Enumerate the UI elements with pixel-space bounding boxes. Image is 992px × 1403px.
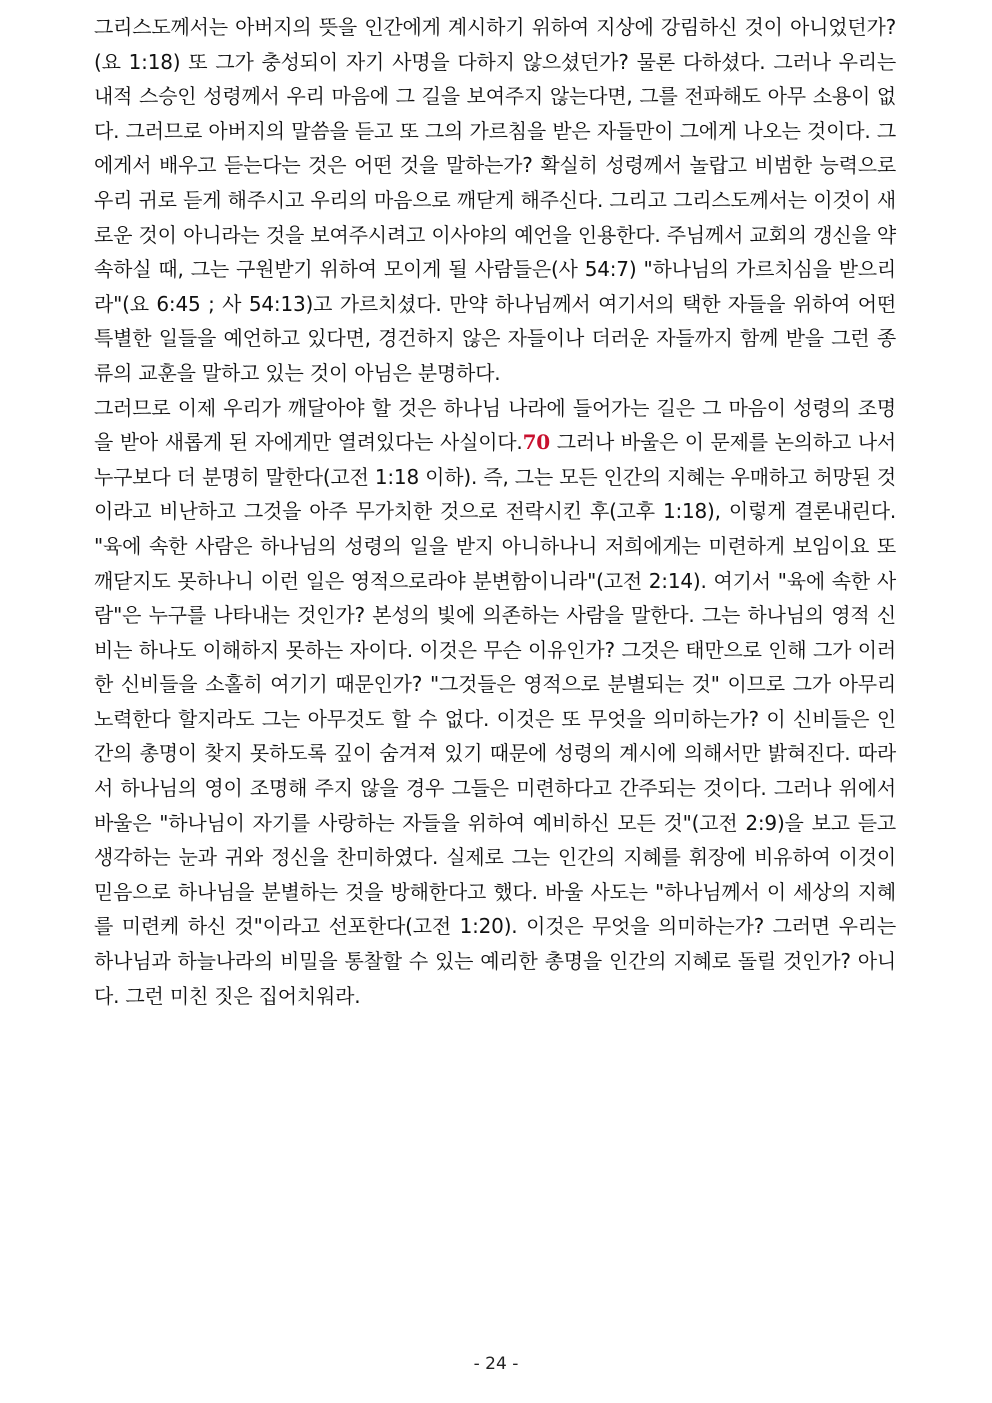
paragraph-1-text: 그리스도께서는 아버지의 뜻을 인간에게 계시하기 위하여 지상에 강림하신 것이 아니었던가?(요 1:18) 또 그가 충성되이 자기 사명을 다하지 않으셨던가? 물론 다하셨다. 그러나 우리는 내적 스승인 성령께서 우리 마음에 그 길을 보여주지 않는다면, 그를 전파해도 아무 소용이 없다. 그러므로 아버지의 말씀을 듣고 또 그의 가르침을 받은 자들만이 그에게 나오는 것이다. 그에게서 배우고 듣는다는 것은 어떤 것을 말하는가? 확실히 성령께서 놀랍고 비범한 능력으로 우리 귀로 듣게 해주시고 우리의 마음으로 깨닫게 해주신다. 그리고 그리스도께서는 이것이 새로운 것이 아니라는 것을 보여주시려고 이사야의 예언을 인용한다. 주님께서 교회의 갱신을 약속하실 때, 그는 구원받기 위하여 모이게 될 사람들은(사 54:7) "하나님의 가르치심을 받으리라"(요 6:45 ; 사 54:13)고 가르치셨다. 만약 하나님께서 여기서의 택한 자들을 위하여 어떤 특별한 일들을 예언하고 있다면, 경건하지 않은 자들이나 더러운 자들까지 함께 받을 그런 종류의 교훈을 말하고 있는 것이 아님은 분명하다. [94,15,896,385]
paragraph-2 [94,391,896,1014]
page-body [94,10,896,1013]
section-marker: 70 [522,430,551,455]
paragraph-1 [94,10,896,391]
paragraph-2-text-after: 그러나 바울은 이 문제를 논의하고 나서 누구보다 더 분명히 말한다(고전 1:18 이하). 즉, 그는 모든 인간의 지혜는 우매하고 허망된 것이라고 비난하고 그것을 아주 무가치한 것으로 전락시킨 후(고후 1:18), 이렇게 결론내린다. "육에 속한 사람은 하나님의 성령의 일을 받지 아니하나니 저희에게는 미련하게 보임이요 또 깨닫지도 못하나니 이런 일은 영적으로라야 분변함이니라"(고전 2:14). 여기서 "육에 속한 사람"은 누구를 나타내는 것인가? 본성의 빛에 의존하는 사람을 말한다. 그는 하나님의 영적 신비는 하나도 이해하지 못하는 자이다. 이것은 무슨 이유인가? 그것은 태만으로 인해 그가 이러한 신비들을 소홀히 여기기 때문인가? "그것들은 영적으로 분별되는 것" 이므로 그가 아무리 노력한다 할지라도 그는 아무것도 할 수 없다. 이것은 또 무엇을 의미하는가? 이 신비들은 인간의 총명이 찾지 못하도록 깊이 숨겨져 있기 때문에 성령의 계시에 의해서만 밝혀진다. 따라서 하나님의 영이 조명해 주지 않을 경우 그들은 미련하다고 간주되는 것이다. 그러나 위에서 바울은 "하나님이 자기를 사랑하는 자들을 위하여 예비하신 모든 것"(고전 2:9)을 보고 듣고 생각하는 눈과 귀와 정신을 찬미하였다. 실제로 그는 인간의 지혜를 휘장에 비유하여 이것이 믿음으로 하나님을 분별하는 것을 방해한다고 했다. 바울 사도는 "하나님께서 이 세상의 지혜를 미련케 하신 것"이라고 선포한다(고전 1:20). 이것은 무엇을 의미하는가? 그러면 우리는 하나님과 하늘나라의 비밀을 통찰할 수 있는 예리한 총명을 인간의 지혜로 돌릴 것인가? 아니다. 그런 미친 짓은 집어치워라. [94,430,896,1008]
page-number: - 24 - [473,1354,519,1374]
paragraph-2-text-before: 그러므로 이제 우리가 깨달아야 할 것은 하나님 나라에 들어가는 길은 그 마음이 성령의 조명을 받아 새롭게 된 자에게만 열려있다는 사실이다. [94,395,896,455]
